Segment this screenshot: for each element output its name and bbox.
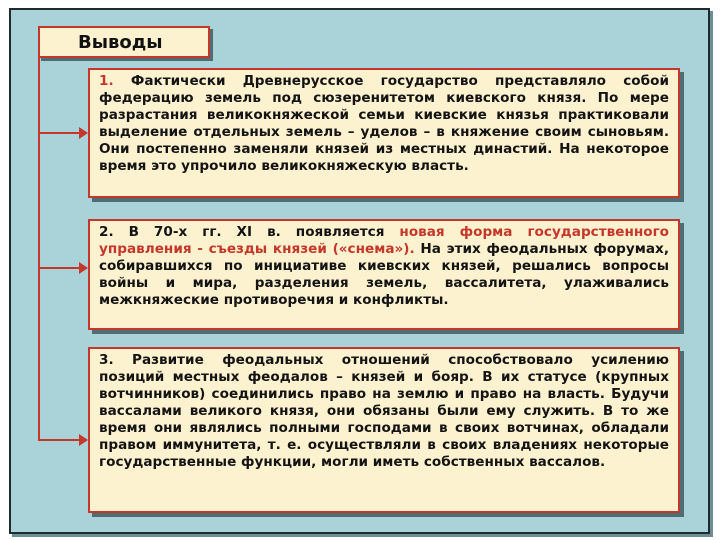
conclusion-2-intro: 2. В 70-х гг. XI в. появляется bbox=[99, 224, 400, 240]
conclusion-2-highlight: новая форма государственного управления - съезды князей («снема»). bbox=[99, 224, 670, 257]
conclusion-box-3 bbox=[88, 347, 680, 513]
arrow-to-conclusion-1 bbox=[38, 132, 86, 134]
page-title-text: Выводы bbox=[78, 31, 163, 53]
connector-line bbox=[38, 58, 40, 440]
conclusion-box-2 bbox=[88, 219, 680, 330]
conclusion-2-text: На этих феодальных форумах, собиравшихся по инициативе киевских князей, решались вопросы войны и мира, разделения земель, вассалитета, улаживались межкняжеские противоречия и конфликты. bbox=[99, 241, 669, 308]
arrow-to-conclusion-2 bbox=[38, 267, 86, 269]
arrow-to-conclusion-3 bbox=[38, 439, 86, 441]
page-title bbox=[38, 26, 210, 58]
conclusion-1-number: 1. bbox=[99, 73, 114, 89]
conclusion-1-text: Фактически Древнерусское государство представляло собой федерацию земель под сюзеренитетом киевского князя. По мере разрастания великокняжеской семьи киевские князья практиковали выделение отдельных земель – уделов – в княжение своим сыновьям. Они постепенно заменяли князей из местных династий. На некоторое время это упрочило великокняжескую власть. bbox=[99, 73, 669, 174]
conclusion-box-1 bbox=[88, 68, 680, 198]
conclusion-3-text: 3. Развитие феодальных отношений способствовало усилению позиций местных феодалов – князей и бояр. В их статусе (крупных вотчинников) соединились право на землю и право на власть. Будучи вассалами великого князя, они обязаны были ему служить. В то же время они являлись полными господами в своих вотчинах, обладали правом иммунитета, т. е. осуществляли в своих владениях некоторые государственные функции, могли иметь собственных вассалов. bbox=[99, 352, 669, 470]
